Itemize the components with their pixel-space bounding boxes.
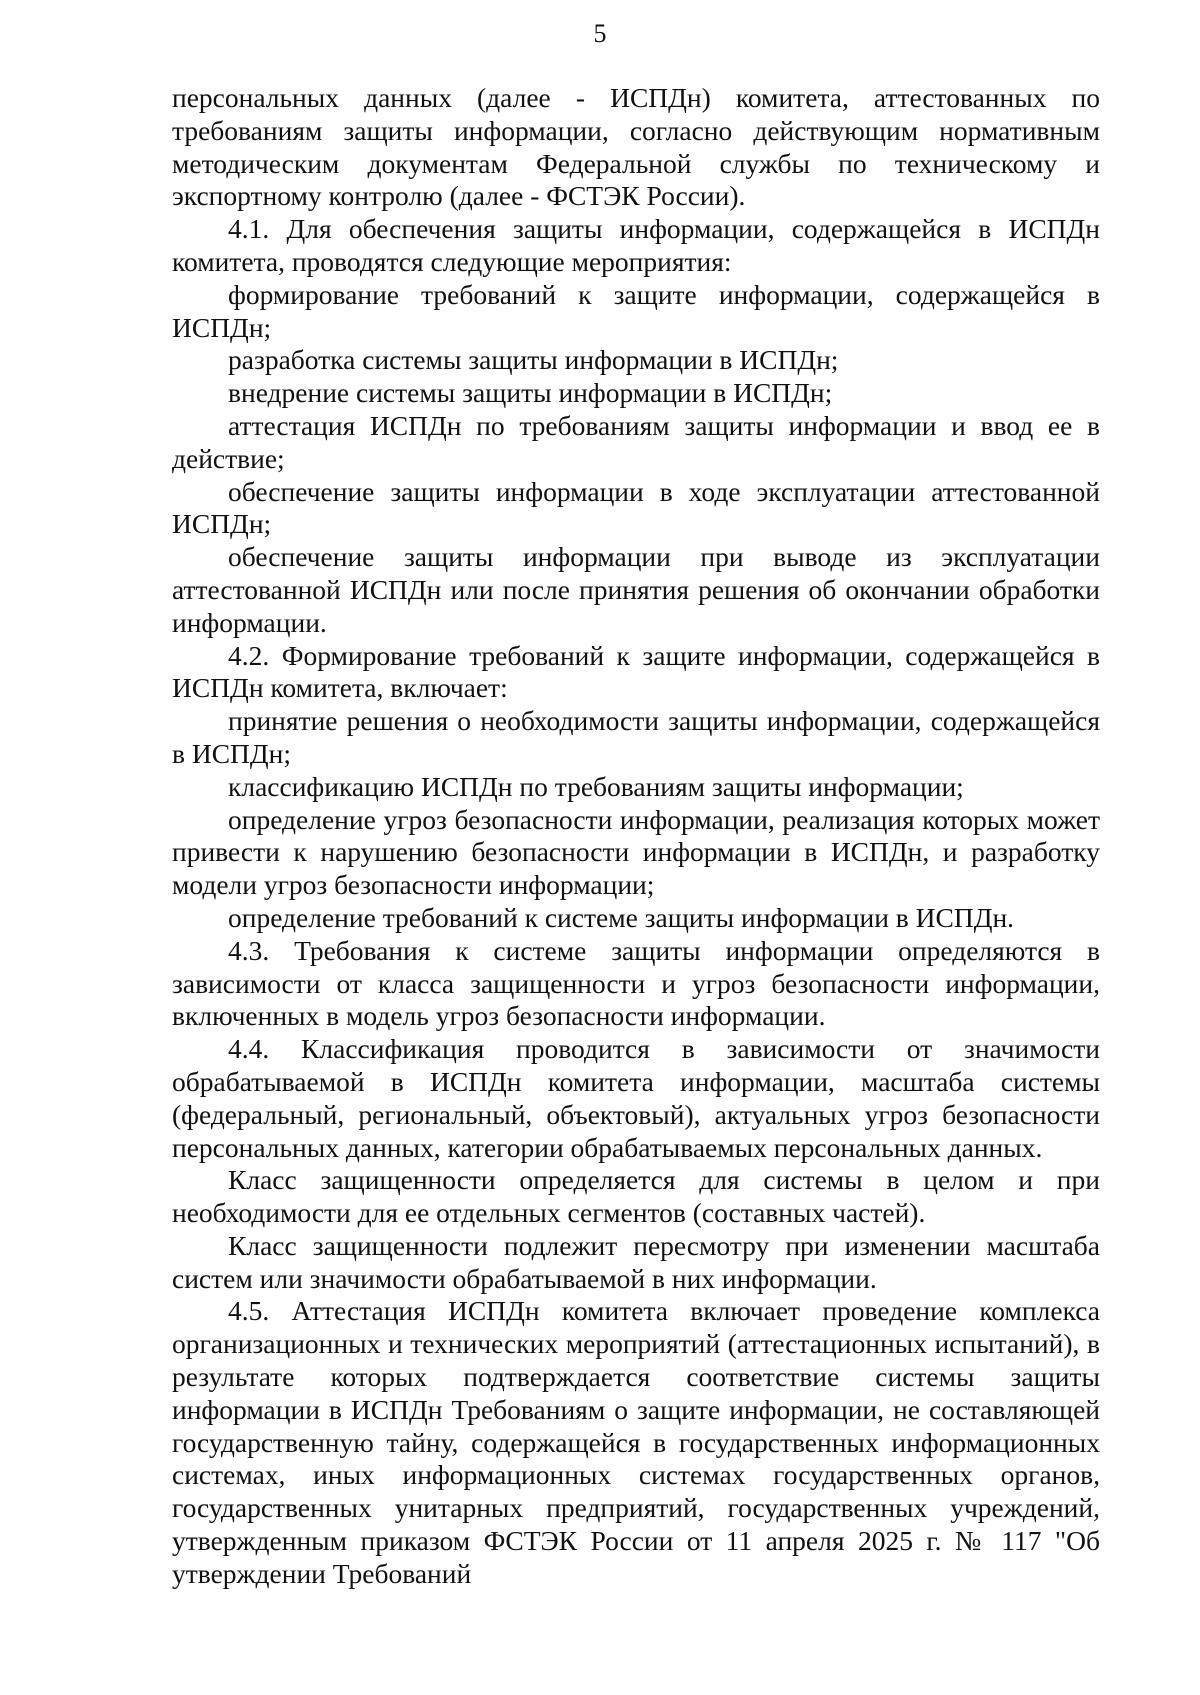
document-body (172, 82, 1100, 1591)
paragraph-4-1: 4.1. Для обеспечения защиты информации, содержащейся в ИСПДн комитета, проводятся следующие мероприятия: (172, 213, 1100, 277)
paragraph-4-2: 4.2. Формирование требований к защите информации, содержащейся в ИСПДн комитета, включает: (172, 639, 1100, 704)
paragraph-4-5: 4.5. Аттестация ИСПДн комитета включает проведение комплекса организационных и технических мероприятий (аттестационных испытаний), в результате которых подтверждается соответствие системы защиты информации в ИСПДн Требованиям о защите информации, не составляющей государственную тайну, содержащейся в государственных информационных системах, иных информационных системах государственных органов, государственных унитарных предприятий, государственных учреждений, утвержденным приказом ФСТЭК России от 11 апреля 2025 г. № 117 "Об утверждении Требований (172, 1295, 1100, 1589)
list-item-requirements: формирование требований к защите информации, содержащейся в ИСПДн; (172, 278, 1100, 343)
page-number: 5 (593, 19, 607, 48)
list-item-decision: принятие решения о необходимости защиты информации, содержащейся в ИСПДн; (172, 705, 1100, 769)
paragraph-4-4: 4.4. Классификация проводится в зависимости от значимости обрабатываемой в ИСПДн комитета информации, масштаба системы (федеральный, региональный, объектовый), актуальных угроз безопасности персональных данных, категории обрабатываемых персональных данных. (172, 1033, 1100, 1163)
paragraph-class-review: Класс защищенности подлежит пересмотру при изменении масштаба систем или значимости обрабатываемой в них информации. (172, 1229, 1100, 1294)
paragraph-4-3: 4.3. Требования к системе защиты информации определяются в зависимости от класса защищенности и угроз безопасности информации, включенных в модель угроз безопасности информации. (172, 934, 1100, 1032)
list-item-development: разработка системы защиты информации в ИСПДн; (228, 344, 839, 376)
paragraph-intro: персональных данных (далее - ИСПДн) комитета, аттестованных по требованиям защиты информации, согласно действующим нормативным методическим документам Федеральной службы по техническому и экспортному контролю (далее - ФСТЭК России). (172, 82, 1100, 212)
list-item-implementation: внедрение системы защиты информации в ИСПДн; (228, 377, 833, 409)
paragraph-class-defined: Класс защищенности определяется для системы в целом и при необходимости для ее отдельных сегментов (составных частей). (172, 1164, 1100, 1229)
list-item-operation: обеспечение защиты информации в ходе эксплуатации аттестованной ИСПДн; (172, 475, 1100, 540)
list-item-classification: классификацию ИСПДн по требованиям защиты информации; (228, 770, 964, 802)
list-item-decommission: обеспечение защиты информации при выводе из эксплуатации аттестованной ИСПДн или после принятия решения об окончании обработки информации. (172, 541, 1100, 638)
list-item-attestation: аттестация ИСПДн по требованиям защиты информации и ввод ее в действие; (172, 409, 1100, 474)
list-item-threats: определение угроз безопасности информации, реализация которых может привести к нарушению безопасности информации в ИСПДн, и разработку модели угроз безопасности информации; (172, 803, 1100, 901)
list-item-system-requirements: определение требований к системе защиты информации в ИСПДн. (228, 901, 1015, 933)
